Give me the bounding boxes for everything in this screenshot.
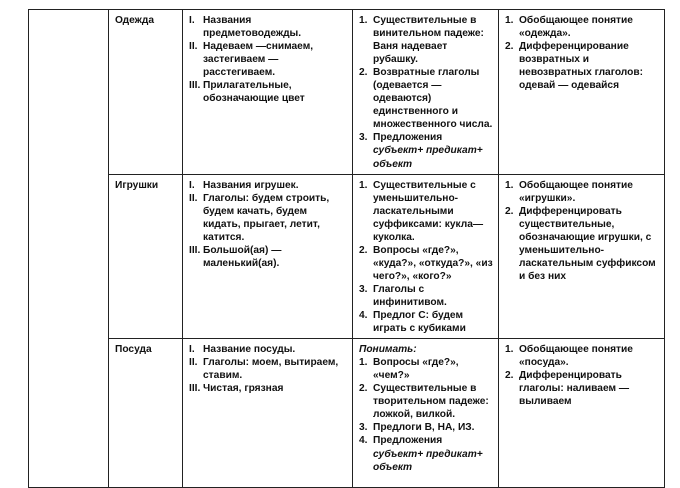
list-item	[189, 343, 347, 356]
item-text: Существительные в творительном падеже: ложкой, вилкой.	[373, 383, 489, 421]
list-item	[359, 356, 493, 382]
list-item	[359, 434, 493, 473]
item-number: 1.	[359, 179, 368, 191]
item-number: 4.	[359, 310, 368, 322]
topic-cell	[109, 339, 183, 488]
table-row	[29, 174, 665, 339]
item-number: II.	[189, 41, 198, 53]
list-item	[189, 179, 347, 192]
item-text: Обобщающее понятие «одежда».	[519, 15, 633, 40]
topic-label: Одежда	[115, 15, 155, 26]
list-item	[359, 66, 493, 131]
item-number: 1.	[359, 15, 368, 26]
item-number: 2.	[359, 383, 368, 395]
item-text: Предлог С: будем играть с кубиками	[373, 310, 466, 335]
list-item	[189, 382, 347, 395]
item-number: III.	[189, 383, 201, 395]
grammar-intro: Понимать:	[359, 344, 417, 356]
list-item	[189, 192, 347, 244]
item-text: Вопросы «где?», «чем?»	[373, 357, 459, 382]
list-item	[359, 244, 493, 283]
vocabulary-cell	[183, 10, 353, 175]
list-item	[189, 40, 347, 79]
topic-label: Игрушки	[115, 179, 159, 191]
tasks-list	[505, 179, 659, 283]
item-number: 1.	[505, 15, 514, 26]
topic-cell	[109, 174, 183, 339]
list-item	[359, 14, 493, 66]
item-text: Вопросы «где?», «куда?», «откуда?», «из чего?», «кого?»	[373, 244, 493, 282]
vocabulary-list	[189, 14, 347, 105]
item-number: 1.	[359, 357, 368, 369]
item-text: Большой(ая) —маленький(ая).	[203, 244, 282, 269]
list-item	[505, 343, 659, 369]
item-emphasis: субъект+ предикат+ объект	[373, 448, 483, 473]
lesson-plan-table	[28, 9, 665, 488]
item-number: I.	[189, 15, 195, 26]
item-text: Название посуды.	[203, 344, 296, 356]
tasks-cell	[499, 174, 665, 339]
list-item	[189, 79, 347, 105]
list-item	[189, 14, 347, 40]
list-item	[505, 205, 659, 283]
vocabulary-list	[189, 179, 347, 270]
list-item	[359, 131, 493, 170]
grammar-list	[359, 14, 493, 171]
item-number: II.	[189, 357, 198, 369]
list-item	[505, 40, 659, 92]
item-number: 2.	[505, 205, 514, 217]
item-number: 3.	[359, 422, 368, 434]
item-number: 2.	[359, 244, 368, 256]
list-item	[189, 244, 347, 270]
item-text: Обобщающее понятие «посуда».	[519, 344, 633, 369]
vocabulary-list	[189, 343, 347, 395]
item-number: II.	[189, 192, 198, 204]
table-row	[29, 339, 665, 488]
topic-label: Посуда	[115, 344, 152, 356]
list-item	[359, 309, 493, 335]
item-text: Надеваем —снимаем, застегиваем — расстегиваем.	[203, 41, 314, 79]
item-text: Дифференцировать существительные, обозначающие игрушки, с уменьшительно-ласкательным суффиксом и без них	[519, 205, 656, 282]
item-text: Дифференцирование возвратных и невозвратных глаголов: одевай — одевайся	[519, 41, 644, 92]
item-text: Предложения	[373, 132, 443, 144]
item-text: Возвратные глаголы (одевается — одеваются) единственного и множественного числа.	[373, 67, 493, 131]
item-text: Названия игрушек.	[203, 179, 299, 191]
grammar-cell	[353, 174, 499, 339]
table-row	[29, 10, 665, 175]
grammar-cell	[353, 339, 499, 488]
vocabulary-cell	[183, 174, 353, 339]
item-number: 3.	[359, 132, 368, 144]
tasks-cell	[499, 339, 665, 488]
topic-cell	[109, 10, 183, 175]
list-item	[505, 369, 659, 408]
item-text: Глаголы: моем, вытираем, ставим.	[203, 357, 339, 382]
grammar-list	[359, 179, 493, 336]
item-text: Обобщающее понятие «игрушки».	[519, 179, 633, 204]
item-number: 2.	[505, 370, 514, 382]
tasks-list	[505, 14, 659, 92]
list-item	[189, 356, 347, 382]
item-number: I.	[189, 179, 195, 191]
list-item	[359, 382, 493, 421]
list-item	[505, 179, 659, 205]
item-text: Глаголы с инфинитивом.	[373, 283, 447, 308]
vocabulary-cell	[183, 339, 353, 488]
item-number: 1.	[505, 344, 514, 356]
tasks-cell	[499, 10, 665, 175]
item-text: Глаголы: будем строить, будем качать, будем кидать, прыгает, летит, катится.	[203, 192, 330, 243]
item-text: Названия предметоводежды.	[203, 15, 302, 40]
item-text: Дифференцировать глаголы: наливаем — выливаем	[519, 370, 630, 408]
item-text: Прилагательные, обозначающие цвет	[203, 80, 305, 105]
tasks-list	[505, 343, 659, 408]
item-text: Чистая, грязная	[203, 383, 284, 395]
blank-left-cell	[29, 10, 109, 488]
list-item	[359, 421, 493, 434]
grammar-cell	[353, 10, 499, 175]
list-item	[359, 179, 493, 244]
item-number: 2.	[505, 41, 514, 53]
item-text: Существительные в винительном падеже: Ваня надевает рубашку.	[373, 15, 484, 66]
item-emphasis: субъект+ предикат+ объект	[373, 145, 483, 170]
item-number: III.	[189, 244, 201, 256]
item-number: 3.	[359, 283, 368, 295]
item-number: 1.	[505, 179, 514, 191]
list-item	[505, 14, 659, 40]
item-number: 4.	[359, 435, 368, 447]
item-text: Предложения	[373, 435, 443, 447]
item-text: Предлоги В, НА, ИЗ.	[373, 422, 475, 434]
list-item	[359, 283, 493, 309]
item-number: I.	[189, 344, 195, 356]
item-text: Существительные с уменьшительно-ласкательными суффиксами: кукла— куколка.	[373, 179, 484, 243]
item-number: 2.	[359, 67, 368, 79]
item-number: III.	[189, 80, 201, 92]
